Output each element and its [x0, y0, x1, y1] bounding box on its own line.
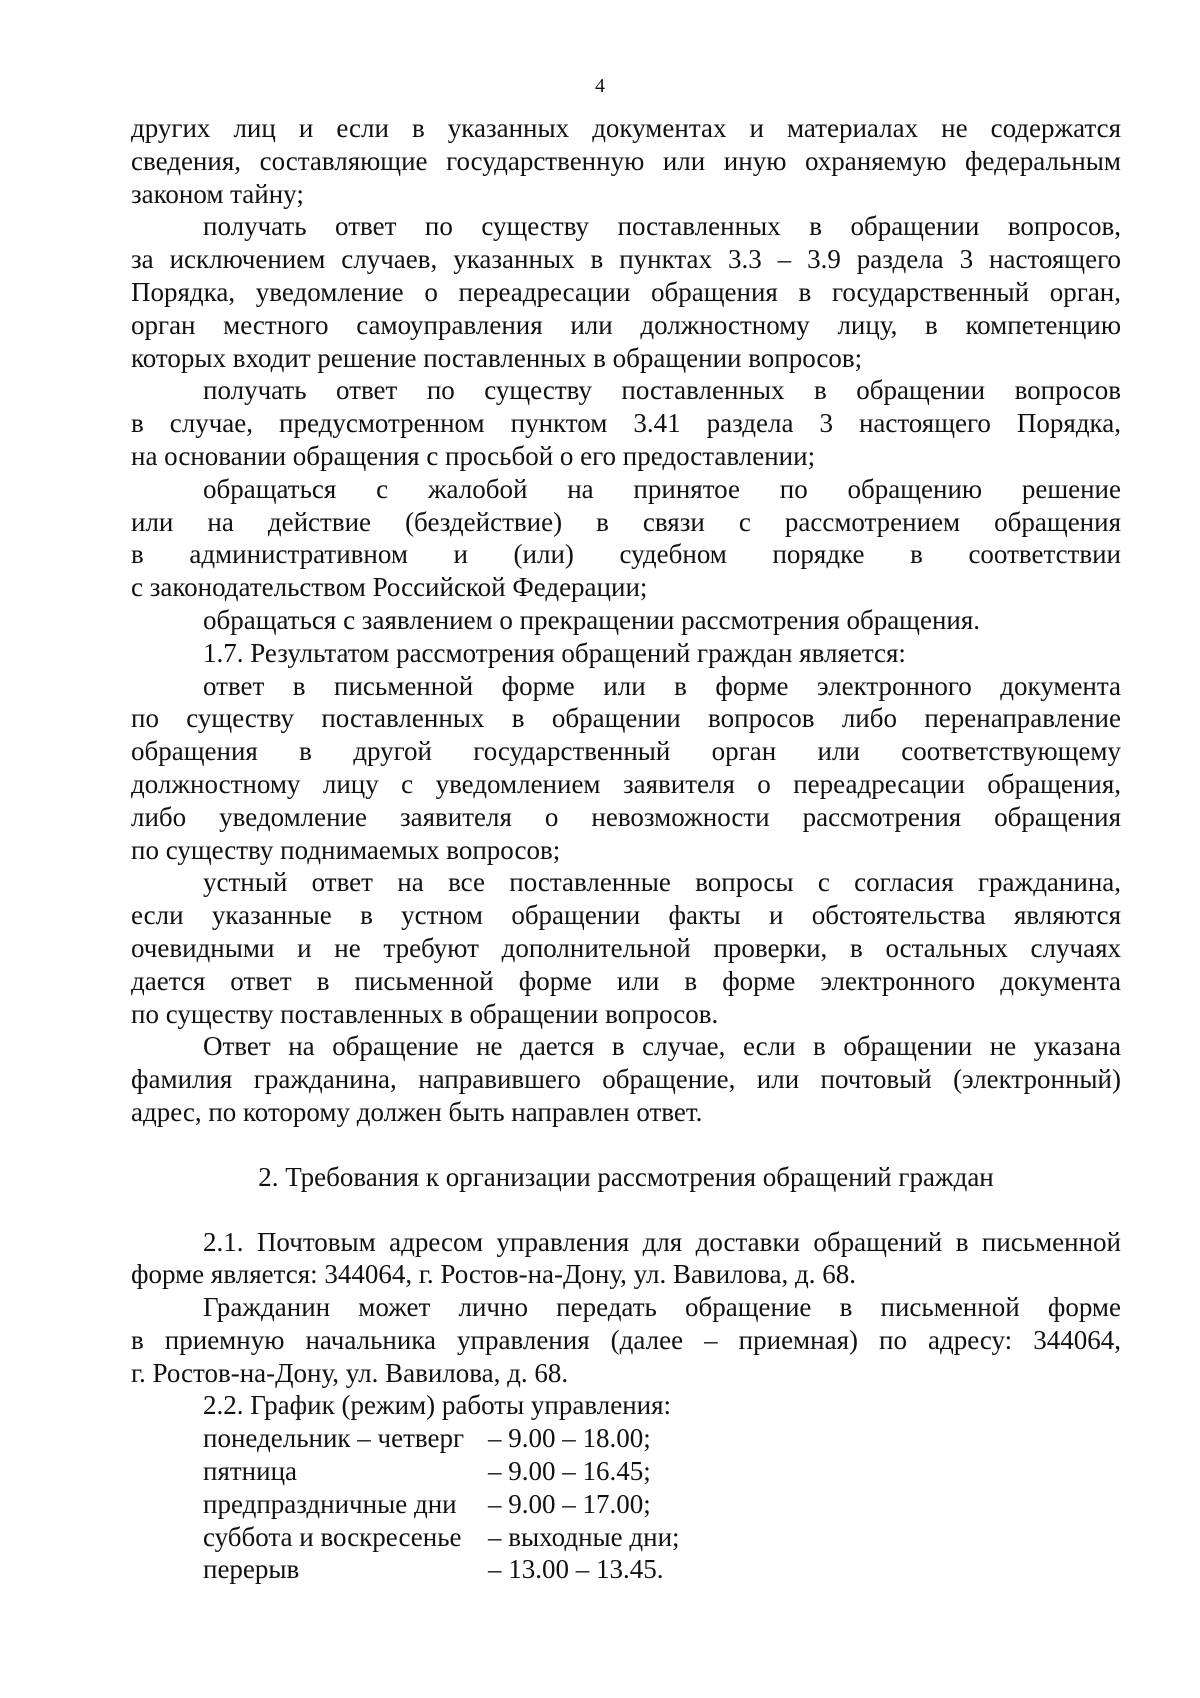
text-line: очевидными и не требуют дополнительной проверки, в остальных случаях [131, 932, 1121, 963]
schedule-time: – 9.00 – 17.00; [488, 1488, 651, 1519]
text-line: которых входит решение поставленных в обращении вопросов; [131, 342, 863, 373]
schedule-day: пятница [203, 1456, 297, 1487]
text-line: законом тайну; [131, 178, 304, 209]
text-line: или на действие (бездействие) в связи с рассмотрением обращения [131, 506, 1121, 537]
text-line: устный ответ на все поставленные вопросы с согласия гражданина, [203, 867, 1121, 898]
schedule-day: понедельник – четверг [203, 1423, 465, 1454]
text-line: на основании обращения с просьбой о его предоставлении; [131, 440, 816, 471]
text-line: по существу поставленных в обращении вопросов. [131, 998, 719, 1029]
text-line: либо уведомление заявителя о невозможности рассмотрения обращения [131, 801, 1121, 832]
text-line: 1.7. Результатом рассмотрения обращений граждан является: [203, 637, 906, 668]
work-schedule [131, 1422, 1121, 1586]
text-line: ответ в письменной форме или в форме электронного документа [203, 670, 1121, 701]
text-line: в случае, предусмотренном пунктом 3.41 раздела 3 настоящего Порядка, [131, 408, 1121, 439]
text-line: Ответ на обращение не дается в случае, если в обращении не указана [203, 1031, 1121, 1062]
text-line: в приемную начальника управления (далее – приемная) по адресу: 344064, [131, 1324, 1121, 1355]
schedule-time: – 13.00 – 13.45. [488, 1554, 664, 1585]
text-line: Гражданин может лично передать обращение в письменной форме [203, 1292, 1121, 1323]
text-line: г. Ростов-на-Дону, ул. Вавилова, д. 68. [131, 1357, 569, 1388]
text-line: форме является: 344064, г. Ростов-на-Дону, ул. Вавилова, д. 68. [131, 1259, 856, 1290]
text-line: по существу поставленных в обращении вопросов либо перенаправление [131, 703, 1121, 734]
text-line: 2.2. График (режим) работы управления: [203, 1390, 672, 1421]
text-line: других лиц и если в указанных документах и материалах не содержатся [131, 113, 1121, 143]
text-line: Порядка, уведомление о переадресации обращения в государственный орган, [131, 276, 1121, 307]
text-line: обращаться с заявлением о прекращении рассмотрения обращения. [203, 604, 981, 635]
text-line: фамилия гражданина, направившего обращение, или почтовый (электронный) [131, 1064, 1121, 1095]
text-line: в административном и (или) судебном порядке в соответствии [131, 539, 1121, 570]
text-line: 2.1. Почтовым адресом управления для доставки обращений в письменной [203, 1226, 1121, 1257]
schedule-row [131, 1422, 1121, 1455]
schedule-time: – выходные дни; [488, 1521, 680, 1552]
text-line: обращаться с жалобой на принятое по обращению решение [203, 473, 1121, 504]
text-line: за исключением случаев, указанных в пунктах 3.3 – 3.9 раздела 3 настоящего [131, 244, 1121, 275]
schedule-row [131, 1553, 1121, 1586]
text-line: получать ответ по существу поставленных в обращении вопросов, [203, 211, 1121, 242]
text-line: по существу поднимаемых вопросов; [131, 834, 561, 865]
schedule-day: суббота и воскресенье [203, 1521, 462, 1552]
section-heading: 2. Требования к организации рассмотрения обращений граждан [258, 1161, 994, 1192]
page-number: 4 [595, 75, 605, 97]
schedule-row [131, 1521, 1121, 1554]
document-body [131, 112, 1121, 1586]
text-line: должностному лицу с уведомлением заявителя о переадресации обращения, [131, 768, 1121, 799]
text-line: обращения в другой государственный орган или соответствующему [131, 736, 1121, 767]
text-line: адрес, по которому должен быть направлен ответ. [131, 1096, 703, 1127]
schedule-day: предпраздничные дни [203, 1488, 457, 1519]
schedule-time: – 9.00 – 18.00; [488, 1423, 651, 1454]
schedule-row [131, 1455, 1121, 1488]
schedule-time: – 9.00 – 16.45; [488, 1456, 651, 1487]
text-line: с законодательством Российской Федерации; [131, 572, 648, 603]
schedule-row [131, 1488, 1121, 1521]
text-line: орган местного самоуправления или должностному лицу, в компетенцию [131, 309, 1121, 340]
text-line: получать ответ по существу поставленных в обращении вопросов [203, 375, 1121, 406]
text-line: сведения, составляющие государственную или иную охраняемую федеральным [131, 145, 1121, 176]
text-line: дается ответ в письменной форме или в форме электронного документа [131, 965, 1121, 996]
text-line: если указанные в устном обращении факты и обстоятельства являются [131, 900, 1121, 931]
schedule-day: перерыв [203, 1554, 300, 1585]
